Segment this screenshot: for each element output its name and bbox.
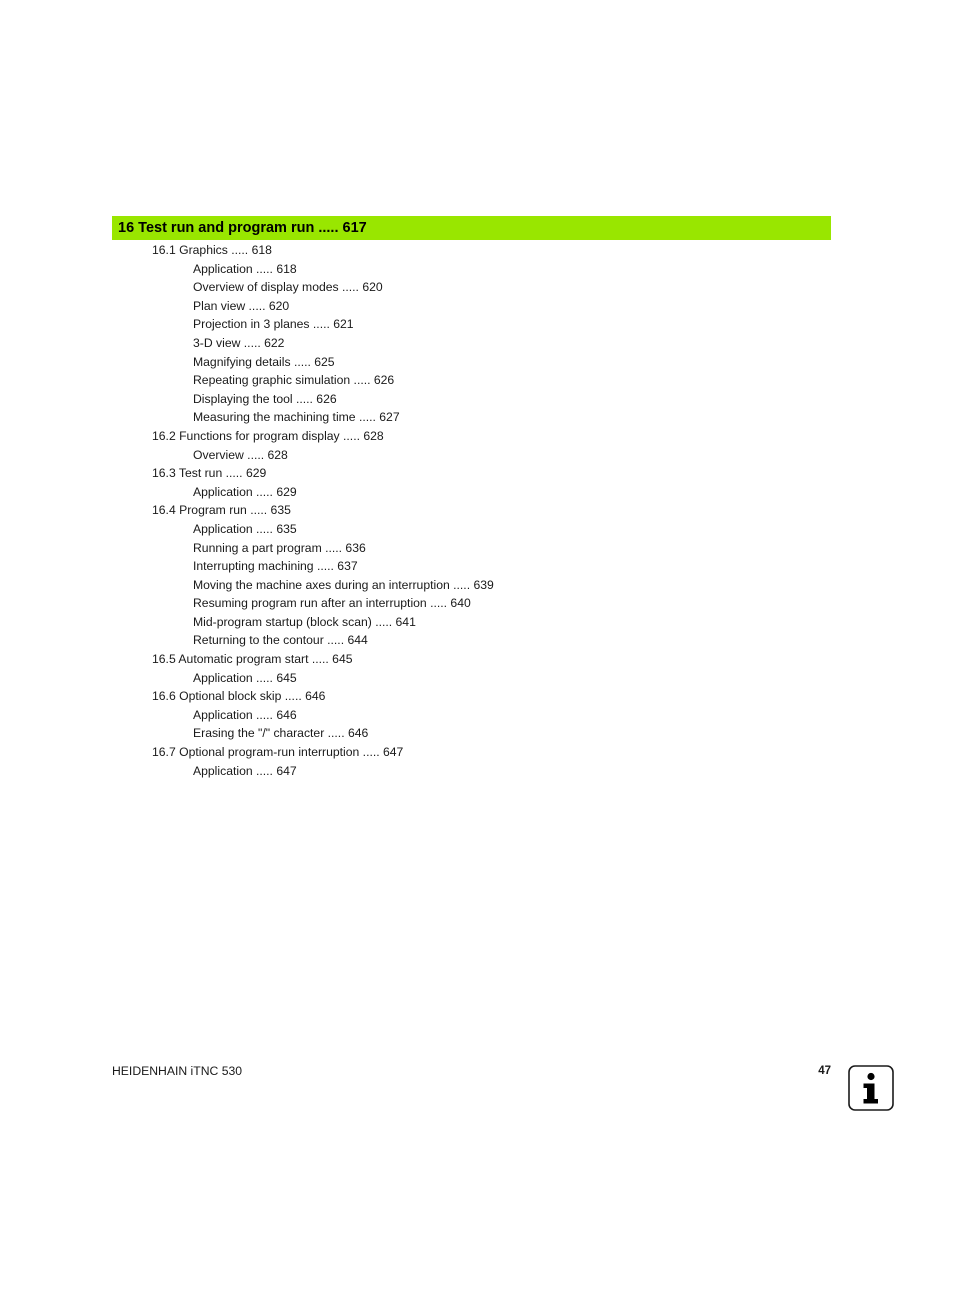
toc-subsection-entry: Interrupting machining ..... 637 (193, 559, 358, 574)
toc-section-entry: 16.4 Program run ..... 635 (152, 503, 291, 518)
toc-subsection-entry: Erasing the "/" character ..... 646 (193, 726, 369, 741)
toc-subsection-entry: Repeating graphic simulation ..... 626 (193, 373, 395, 388)
toc-subsection-entry: Returning to the contour ..... 644 (193, 633, 368, 648)
toc-subsection-entry: Displaying the tool ..... 626 (193, 391, 337, 406)
toc-subsection-entry: Overview ..... 628 (193, 447, 288, 462)
table-of-contents (0, 241, 954, 780)
toc-section-entry: 16.5 Automatic program start ..... 645 (152, 652, 353, 667)
toc-subsection-entry: Resuming program run after an interruption ..... 640 (193, 596, 471, 611)
info-icon (848, 1065, 894, 1111)
page-number: 47 (818, 1065, 831, 1077)
toc-subsection-entry: Application ..... 646 (193, 707, 297, 722)
chapter-heading (112, 216, 831, 240)
toc-subsection-entry: Mid-program startup (block scan) ..... 641 (193, 614, 416, 629)
toc-subsection-entry: Application ..... 618 (193, 261, 297, 276)
toc-subsection-entry: Application ..... 647 (193, 763, 297, 778)
toc-subsection-entry: Measuring the machining time ..... 627 (193, 410, 400, 425)
toc-subsection-entry: Application ..... 645 (193, 670, 297, 685)
toc-subsection-entry: 3-D view ..... 622 (193, 335, 285, 350)
chapter-title: 16 Test run and program run ..... 617 (118, 220, 367, 236)
toc-subsection-entry: Application ..... 635 (193, 521, 297, 536)
toc-subsection-entry: Magnifying details ..... 625 (193, 354, 335, 369)
toc-section-entry: 16.7 Optional program-run interruption ..... 647 (152, 745, 404, 760)
footer-title: HEIDENHAIN iTNC 530 (112, 1064, 243, 1078)
toc-subsection-entry: Moving the machine axes during an interruption ..... 639 (193, 577, 494, 592)
toc-section-entry: 16.1 Graphics ..... 618 (152, 243, 272, 257)
toc-subsection-entry: Plan view ..... 620 (193, 298, 290, 313)
toc-subsection-entry: Application ..... 629 (193, 484, 297, 499)
toc-section-entry: 16.6 Optional block skip ..... 646 (152, 689, 326, 704)
toc-section-entry: 16.3 Test run ..... 629 (152, 466, 267, 481)
toc-subsection-entry: Running a part program ..... 636 (193, 540, 366, 555)
toc-subsection-entry: Projection in 3 planes ..... 621 (193, 317, 354, 332)
toc-subsection-entry: Overview of display modes ..... 620 (193, 280, 383, 295)
toc-section-entry: 16.2 Functions for program display ..... 628 (152, 428, 384, 443)
